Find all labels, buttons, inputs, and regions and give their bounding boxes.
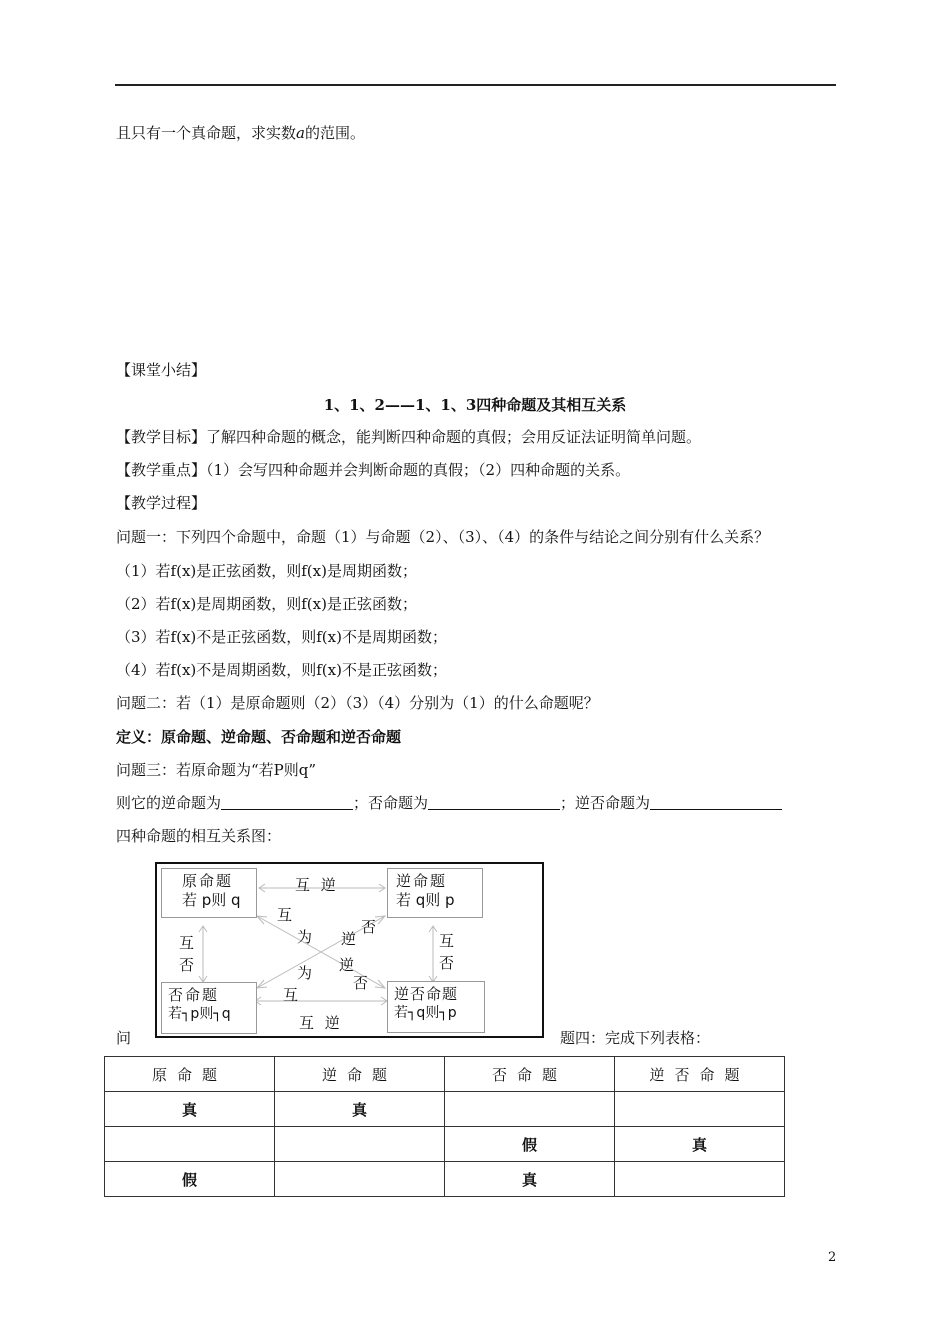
definition-line: 定义：原命题、逆命题、否命题和逆否命题 — [116, 728, 402, 746]
header-rule — [115, 84, 836, 86]
header-original: 原命题 — [105, 1057, 275, 1092]
contrapositive-blank[interactable] — [650, 795, 782, 810]
table-cell[interactable] — [105, 1127, 275, 1162]
bottom-converse-label: 互 逆 — [299, 1014, 340, 1032]
header-contrapositive: 逆否命题 — [615, 1057, 785, 1092]
question-four-left: 问 — [116, 1029, 132, 1047]
teaching-goal: 【教学目标】了解四种命题的概念，能判断四种命题的真假；会用反证法证明简单问题。 — [116, 428, 702, 446]
converse-label: 则它的逆命题为 — [116, 794, 222, 812]
box-title: 否命题 — [168, 986, 220, 1004]
section-title: 1、1、2——1、1、3四种命题及其相互关系 — [323, 396, 627, 414]
summary-heading: 【课堂小结】 — [116, 361, 207, 379]
question-one: 问题一：下列四个命题中，命题（1）与命题（2）、（3）、（4）的条件与结论之间分别有什么关系？ — [116, 528, 770, 546]
proposition-4: （4）若f(x)不是周期函数，则f(x)不是正弦函数； — [116, 661, 447, 679]
box-formula: 若 p则 q — [182, 891, 241, 909]
proposition-3: （3）若f(x)不是正弦函数，则f(x)不是周期函数； — [116, 628, 447, 646]
table-header-row — [105, 1057, 785, 1092]
diagonal-label: 互 — [283, 986, 299, 1004]
question-suffix: 的范围。 — [304, 124, 365, 142]
teaching-keypoints: 【教学重点】（1）会写四种命题并会判断命题的真假；（2）四种命题的关系。 — [116, 461, 631, 479]
fill-in-line — [116, 793, 782, 813]
left-label-b: 否 — [179, 956, 195, 974]
contrapositive-proposition-box — [387, 981, 485, 1033]
left-label-a: 互 — [179, 934, 195, 952]
header-inverse: 否命题 — [445, 1057, 615, 1092]
original-proposition-box — [161, 868, 257, 918]
right-label-b: 否 — [439, 954, 455, 972]
inverse-proposition-box — [161, 982, 257, 1034]
table-cell[interactable]: 假 — [105, 1162, 275, 1197]
box-formula: 若┐p则┐q — [168, 1006, 231, 1022]
diagonal-label: 为 — [297, 928, 313, 946]
diagonal-label: 逆 — [341, 930, 357, 948]
table-cell[interactable]: 真 — [105, 1092, 275, 1127]
box-formula: 若 q则 p — [396, 891, 455, 909]
right-label-a: 互 — [439, 932, 455, 950]
diagonal-label: 逆 — [339, 956, 355, 974]
header-converse: 逆命题 — [275, 1057, 445, 1092]
proposition-2: （2）若f(x)是周期函数，则f(x)是正弦函数； — [116, 595, 417, 613]
question-two: 问题二：若（1）是原命题则（2）（3）（4）分别为（1）的什么命题呢？ — [116, 694, 599, 712]
top-converse-label: 互 逆 — [295, 876, 336, 894]
box-title: 逆否命题 — [394, 985, 459, 1003]
question-four-right: 题四：完成下列表格： — [560, 1029, 711, 1047]
table-row — [105, 1162, 785, 1197]
table-cell[interactable]: 真 — [445, 1162, 615, 1197]
table-cell[interactable] — [615, 1162, 785, 1197]
table-cell[interactable]: 真 — [615, 1127, 785, 1162]
box-formula: 若┐q则┐p — [394, 1005, 457, 1021]
table-cell[interactable] — [445, 1092, 615, 1127]
table-cell[interactable] — [275, 1127, 445, 1162]
table-row — [105, 1092, 785, 1127]
table-cell[interactable]: 真 — [275, 1092, 445, 1127]
box-title: 逆命题 — [396, 872, 448, 890]
question-three: 问题三：若原命题为“若P则q” — [116, 761, 317, 779]
converse-blank[interactable] — [221, 795, 353, 810]
diagram-caption: 四种命题的相互关系图： — [116, 827, 282, 845]
proposition-1: （1）若f(x)是正弦函数，则f(x)是周期函数； — [116, 562, 417, 580]
converse-proposition-box — [387, 868, 483, 918]
contrapositive-label: ；逆否命题为 — [560, 794, 651, 812]
continued-question — [116, 123, 365, 143]
box-title: 原命题 — [182, 872, 234, 890]
table-row — [105, 1127, 785, 1162]
diagonal-label: 为 — [297, 964, 313, 982]
question-text: 且只有一个真命题，求实数 — [116, 124, 297, 142]
diagonal-label: 互 — [277, 906, 293, 924]
teaching-process: 【教学过程】 — [116, 494, 207, 512]
page-number: 2 — [828, 1250, 837, 1265]
table-cell[interactable] — [615, 1092, 785, 1127]
relationship-diagram — [155, 862, 544, 1038]
diagonal-label: 否 — [361, 918, 377, 936]
variable-a: a — [296, 124, 305, 142]
inverse-label: ；否命题为 — [353, 794, 429, 812]
table-cell[interactable]: 假 — [445, 1127, 615, 1162]
table-cell[interactable] — [275, 1162, 445, 1197]
truth-table — [104, 1056, 785, 1197]
inverse-blank[interactable] — [428, 795, 560, 810]
diagonal-label: 否 — [353, 974, 369, 992]
